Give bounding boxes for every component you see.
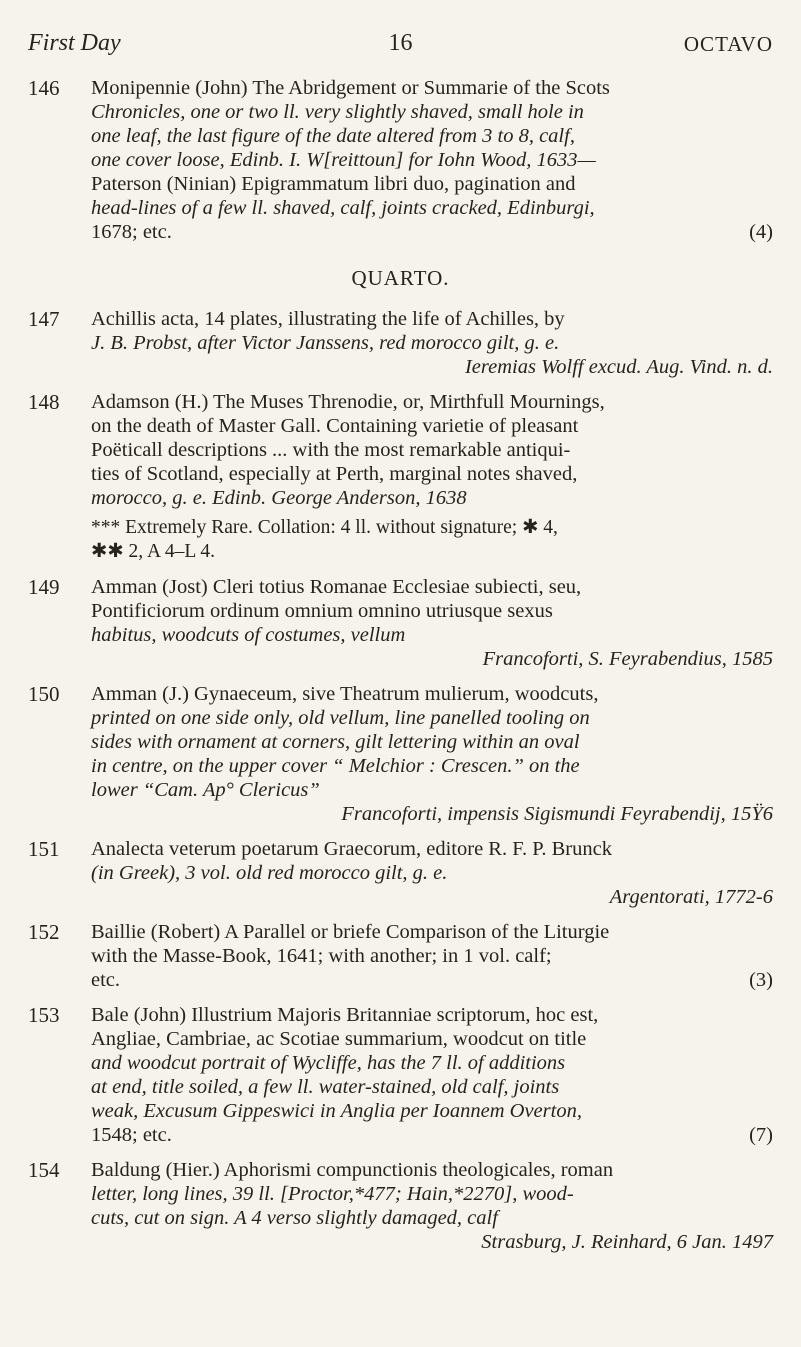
entry-line: Adamson (H.) The Muses Threnodie, or, Mirthfull Mournings, xyxy=(91,391,605,413)
lot-count: (4) xyxy=(749,221,773,243)
entry-line-text: 1678; etc. xyxy=(91,221,172,243)
collation-note: *** Extremely Rare. Collation: 4 ll. without signature; ✱ 4, xyxy=(91,517,558,538)
entry-line: letter, long lines, 39 ll. [Proctor,*477; Hain,*2270], wood- xyxy=(91,1183,574,1205)
entry-line: in centre, on the upper cover “ Melchior : Crescen.” on the xyxy=(91,755,580,777)
entry-line-last xyxy=(91,1123,773,1147)
lot-number: 146 xyxy=(28,76,60,100)
lot-number: 148 xyxy=(28,390,60,414)
entry-line: ties of Scotland, especially at Perth, marginal notes shaved, xyxy=(91,463,578,485)
entry-line: lower “Cam. Ap° Clericus” xyxy=(91,779,320,801)
entry-line: one cover loose, Edinb. I. W[reittoun] for Iohn Wood, 1633— xyxy=(91,149,596,171)
lot-entry-148 xyxy=(28,390,773,564)
lot-entry-151 xyxy=(28,837,773,909)
entry-line: head-lines of a few ll. shaved, calf, joints cracked, Edinburgi, xyxy=(91,197,595,219)
lot-count: (3) xyxy=(749,969,773,991)
entry-line: Argentorati, 1772-6 xyxy=(609,886,773,908)
page-number: 16 xyxy=(388,30,413,56)
entry-line: Monipennie (John) The Abridgement or Summarie of the Scots xyxy=(91,77,610,99)
entry-line: sides with ornament at corners, gilt lettering within an oval xyxy=(91,731,580,753)
entry-line-last xyxy=(91,220,773,244)
entry-line: Baillie (Robert) A Parallel or briefe Comparison of the Liturgie xyxy=(91,921,610,943)
entry-line: at end, title soiled, a few ll. water-stained, old calf, joints xyxy=(91,1076,560,1098)
lot-number: 150 xyxy=(28,682,60,706)
entry-line: Amman (Jost) Cleri totius Romanae Ecclesiae subiecti, seu, xyxy=(91,576,582,598)
entry-line: Amman (J.) Gynaeceum, sive Theatrum mulierum, woodcuts, xyxy=(91,683,599,705)
entry-line: J. B. Probst, after Victor Janssens, red morocco gilt, g. e. xyxy=(91,332,560,354)
lot-entry-152 xyxy=(28,920,773,992)
lot-entry-147 xyxy=(28,307,773,379)
entry-line: one leaf, the last figure of the date altered from 3 to 8, calf, xyxy=(91,125,575,147)
entry-line: on the death of Master Gall. Containing varietie of pleasant xyxy=(91,415,579,437)
entry-line: Strasburg, J. Reinhard, 6 Jan. 1497 xyxy=(481,1231,773,1253)
entry-line: Ieremias Wolff excud. Aug. Vind. n. d. xyxy=(464,356,773,378)
entry-line: weak, Excusum Gippeswici in Anglia per Ioannem Overton, xyxy=(91,1100,582,1122)
entry-line: Paterson (Ninian) Epigrammatum libri duo, pagination and xyxy=(91,173,576,195)
entry-line: Chronicles, one or two ll. very slightly shaved, small hole in xyxy=(91,101,584,123)
entry-line: habitus, woodcuts of costumes, vellum xyxy=(91,624,406,646)
lot-entry-153 xyxy=(28,1003,773,1147)
collation-note: ✱✱ 2, A 4–L 4. xyxy=(91,541,216,562)
lot-entry-150 xyxy=(28,682,773,826)
lot-number: 153 xyxy=(28,1003,60,1027)
lot-number: 152 xyxy=(28,920,60,944)
entry-line: cuts, cut on sign. A 4 verso slightly damaged, calf xyxy=(91,1207,498,1229)
entry-line: Francoforti, impensis Sigismundi Feyrabendij, 15Ÿ6 xyxy=(341,803,773,825)
page-header xyxy=(28,18,773,66)
lot-count: (7) xyxy=(749,1124,773,1146)
entry-line-text: 1548; etc. xyxy=(91,1124,172,1146)
entry-line: Francoforti, S. Feyrabendius, 1585 xyxy=(482,648,773,670)
lot-number: 147 xyxy=(28,307,60,331)
running-head-left: First Day xyxy=(28,30,121,56)
running-head-right: OCTAVO xyxy=(683,32,773,56)
entry-line-text: etc. xyxy=(91,969,121,991)
entry-line: Bale (John) Illustrium Majoris Britanniae scriptorum, hoc est, xyxy=(91,1004,599,1026)
entry-line: Angliae, Cambriae, ac Scotiae summarium, woodcut on title xyxy=(91,1028,587,1050)
lot-entry-146 xyxy=(28,76,773,244)
entry-line: Achillis acta, 14 plates, illustrating the life of Achilles, by xyxy=(91,308,565,330)
entry-line: Baldung (Hier.) Aphorismi compunctionis theologicales, roman xyxy=(91,1159,614,1181)
entry-line: Pontificiorum ordinum omnium omnino utriusque sexus xyxy=(91,600,553,622)
entry-line: with the Masse-Book, 1641; with another; in 1 vol. calf; xyxy=(91,945,552,967)
entry-line: morocco, g. e. Edinb. George Anderson, 1638 xyxy=(91,487,467,509)
entry-line: and woodcut portrait of Wycliffe, has the 7 ll. of additions xyxy=(91,1052,566,1074)
entry-line: Analecta veterum poetarum Graecorum, editore R. F. P. Brunck xyxy=(91,838,612,860)
entry-line: (in Greek), 3 vol. old red morocco gilt, g. e. xyxy=(91,862,448,884)
lot-entry-149 xyxy=(28,575,773,671)
lot-entry-154 xyxy=(28,1158,773,1254)
entry-line-last xyxy=(91,968,773,992)
entry-line: printed on one side only, old vellum, line panelled tooling on xyxy=(91,707,590,729)
lot-number: 151 xyxy=(28,837,60,861)
entry-line: Poëticall descriptions ... with the most remarkable antiqui- xyxy=(91,439,571,461)
section-heading: QUARTO. xyxy=(351,266,450,290)
lot-number: 149 xyxy=(28,575,60,599)
lot-number: 154 xyxy=(28,1158,60,1182)
